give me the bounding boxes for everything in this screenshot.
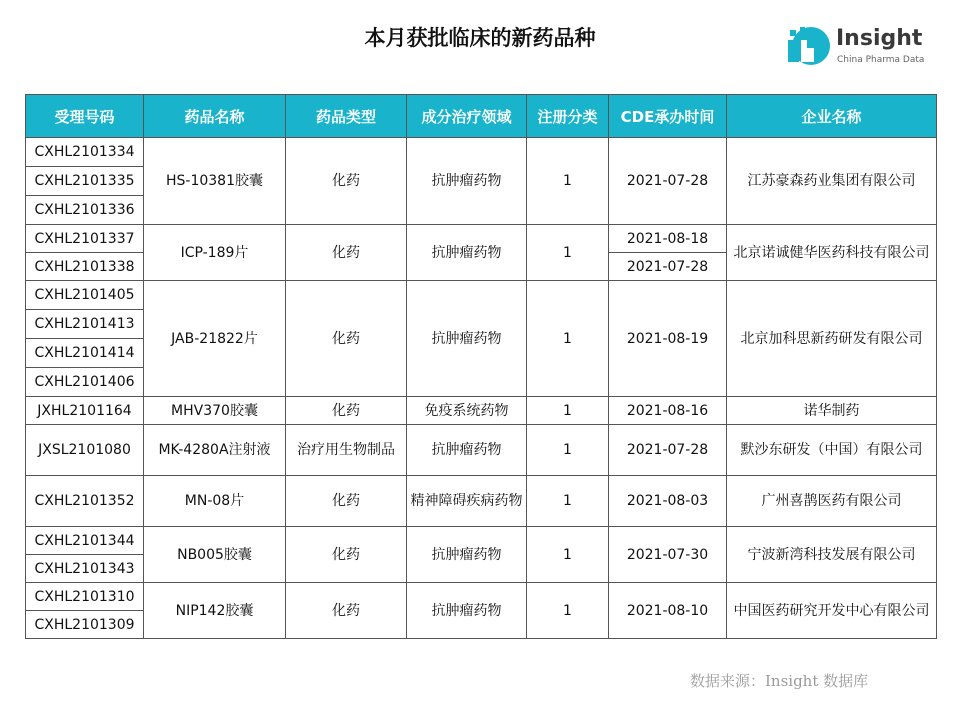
cell-drug-type: 化药 — [286, 138, 407, 225]
cell-therapy-area: 抗肿瘤药物 — [407, 425, 527, 476]
data-source-note: 数据来源：Insight 数据库 — [690, 672, 869, 690]
cell-drug-type: 化药 — [286, 397, 407, 425]
cell-cde-date: 2021-07-30 — [609, 527, 727, 583]
table-row — [26, 476, 937, 527]
cell-drug-type: 化药 — [286, 281, 407, 397]
header-drug-type: 药品类型 — [286, 95, 407, 138]
header-reg-category: 注册分类 — [527, 95, 609, 138]
cell-cde-date: 2021-08-19 — [609, 281, 727, 397]
header-company: 企业名称 — [727, 95, 937, 138]
cell-accept-no: CXHL2101335 — [26, 167, 144, 196]
cell-drug-name: MHV370胶囊 — [144, 397, 286, 425]
table-row — [26, 281, 937, 310]
header-drug-name: 药品名称 — [144, 95, 286, 138]
cell-reg-category: 1 — [527, 397, 609, 425]
cell-reg-category: 1 — [527, 583, 609, 639]
cell-drug-type: 化药 — [286, 476, 407, 527]
cell-drug-name: JAB-21822片 — [144, 281, 286, 397]
cell-accept-no: JXHL2101164 — [26, 397, 144, 425]
cell-company: 江苏豪森药业集团有限公司 — [727, 138, 937, 225]
cell-reg-category: 1 — [527, 527, 609, 583]
cell-cde-date: 2021-08-03 — [609, 476, 727, 527]
cell-cde-date: 2021-07-28 — [609, 425, 727, 476]
table-row — [26, 425, 937, 476]
cell-drug-name: NB005胶囊 — [144, 527, 286, 583]
cell-accept-no: CXHL2101344 — [26, 527, 144, 555]
table-row — [26, 583, 937, 611]
header-accept-no: 受理号码 — [26, 95, 144, 138]
cell-accept-no: CXHL2101352 — [26, 476, 144, 527]
cell-accept-no: CXHL2101310 — [26, 583, 144, 611]
cell-therapy-area: 精神障碍疾病药物 — [407, 476, 527, 527]
cell-company: 诺华制药 — [727, 397, 937, 425]
cell-accept-no: CXHL2101414 — [26, 339, 144, 368]
cell-drug-name: MN-08片 — [144, 476, 286, 527]
cell-therapy-area: 抗肿瘤药物 — [407, 225, 527, 281]
cell-drug-type: 化药 — [286, 225, 407, 281]
cell-accept-no: CXHL2101338 — [26, 253, 144, 281]
cell-company: 默沙东研发（中国）有限公司 — [727, 425, 937, 476]
header-cde-date: CDE承办时间 — [609, 95, 727, 138]
cell-reg-category: 1 — [527, 425, 609, 476]
cell-cde-date: 2021-08-10 — [609, 583, 727, 639]
cell-company: 广州喜鹊医药有限公司 — [727, 476, 937, 527]
cell-accept-no: CXHL2101343 — [26, 555, 144, 583]
logo-tagline: China Pharma Data — [837, 55, 925, 65]
table-header-row — [26, 95, 937, 138]
table-row — [26, 225, 937, 253]
cell-therapy-area: 抗肿瘤药物 — [407, 138, 527, 225]
cell-company: 北京加科思新药研发有限公司 — [727, 281, 937, 397]
cell-drug-name: HS-10381胶囊 — [144, 138, 286, 225]
cell-cde-date: 2021-07-28 — [609, 253, 727, 281]
cell-cde-date: 2021-07-28 — [609, 138, 727, 225]
cell-company: 宁波新湾科技发展有限公司 — [727, 527, 937, 583]
cell-drug-name: NIP142胶囊 — [144, 583, 286, 639]
header-therapy-area: 成分治疗领域 — [407, 95, 527, 138]
cell-reg-category: 1 — [527, 225, 609, 281]
cell-drug-type: 化药 — [286, 527, 407, 583]
cell-drug-type: 治疗用生物制品 — [286, 425, 407, 476]
cell-accept-no: CXHL2101309 — [26, 611, 144, 639]
insight-logo — [786, 22, 936, 72]
cell-therapy-area: 免疫系统药物 — [407, 397, 527, 425]
cell-therapy-area: 抗肿瘤药物 — [407, 583, 527, 639]
cell-company: 中国医药研究开发中心有限公司 — [727, 583, 937, 639]
cell-reg-category: 1 — [527, 138, 609, 225]
cell-accept-no: CXHL2101413 — [26, 310, 144, 339]
cell-accept-no: CXHL2101405 — [26, 281, 144, 310]
cell-accept-no: JXSL2101080 — [26, 425, 144, 476]
cell-accept-no: CXHL2101336 — [26, 196, 144, 225]
cell-reg-category: 1 — [527, 476, 609, 527]
table-body — [26, 138, 937, 639]
cell-therapy-area: 抗肿瘤药物 — [407, 527, 527, 583]
table-row — [26, 138, 937, 167]
cell-company: 北京诺诚健华医药科技有限公司 — [727, 225, 937, 281]
cell-drug-type: 化药 — [286, 583, 407, 639]
cell-accept-no: CXHL2101334 — [26, 138, 144, 167]
insight-logo-icon — [786, 24, 830, 68]
logo-name: Insight — [836, 26, 923, 51]
cell-reg-category: 1 — [527, 281, 609, 397]
cell-accept-no: CXHL2101406 — [26, 368, 144, 397]
table-row — [26, 527, 937, 555]
cell-cde-date: 2021-08-16 — [609, 397, 727, 425]
cell-drug-name: MK-4280A注射液 — [144, 425, 286, 476]
drug-approval-table — [25, 94, 937, 639]
cell-cde-date: 2021-08-18 — [609, 225, 727, 253]
table-row — [26, 397, 937, 425]
page-title: 本月获批临床的新药品种 — [364, 26, 596, 50]
cell-drug-name: ICP-189片 — [144, 225, 286, 281]
cell-accept-no: CXHL2101337 — [26, 225, 144, 253]
cell-therapy-area: 抗肿瘤药物 — [407, 281, 527, 397]
